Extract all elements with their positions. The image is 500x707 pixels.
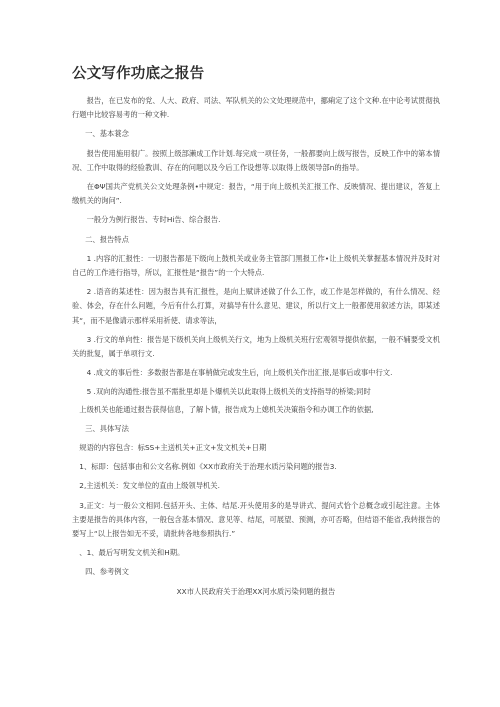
paragraph-3: 在ΦΨ国共产党机关公文处理条例•中规定：报告，“用于向上级机关汇报工作、反映情况、提出建议，答复上缴机关的询问”. xyxy=(72,182,440,206)
paragraph-19: XX市人民政府关于治理XX河水质污染伺题的报告 xyxy=(176,586,336,596)
paragraph-17: 、1、最后写明发文机关和H期。 xyxy=(79,548,185,558)
paragraph-6: 1 .内容的汇报性：一切报告都是下级向上鼓机关或业务主管部门黑报工作•让上级机关掌握基本情况并及时对自己的工作进行指导，所以，汇报性是“报告”的一个大特点. xyxy=(72,253,440,278)
paragraph-7: 2 .语音的某述性：因为报告具有汇报性，是向上赋讲述做了什么工作，或工作是怎样做的，有什么情况、经验、体会，存在什么问题，今后有什么打算，对搞导有什么意见、建议，所以行文上一般都使用叙述方法，即某述其“，而不是像请示那样采用祈使、请求等法， xyxy=(72,287,440,325)
paragraph-5: 二、报告特点 xyxy=(85,234,129,244)
paragraph-11: 上级机关也能通过报告获得信息，了解卜情，报告成为上媳机关决策指令和办调工作的依据, xyxy=(79,404,374,414)
paragraph-15: 2,主送机关：发文单位的直由上级领导机关. xyxy=(79,481,220,491)
paragraph-18: 四、参考例文 xyxy=(85,567,129,577)
paragraph-4: 一般分为例行报告、专时Hi告、综合报告. xyxy=(86,215,221,225)
paragraph-9: 4 .成文的事后性：多数报告都是在事梢做完或发生后，向上级机关作出汇报,是事后或事中行文. xyxy=(86,368,393,378)
paragraph-14: 1、标即：包括事由和公文名称.例如《XX市政府关于治理水质污染问题的报告3. xyxy=(79,462,337,472)
paragraph-10: 5 .双向的沟通性:报告虽不需批里却是卜爆机关以此取得上级机关的支持指导的桥梁;同时 xyxy=(86,387,371,397)
paragraph-16: 3,正文：与一般公文相同.包括开头、主体、结尾.开头使用多的是导讲式、提问式恰个总概念或引起注意。主体主要是报告的具体内容，一般包含基本情况、意见等、结尾，可展望、预测，亦可否略，但结语不能省,我转报告的要写上“以上报告如无不妥，请批转各地参照执行.” xyxy=(72,500,440,539)
paragraph-1: 一、基本蓑念 xyxy=(85,129,129,139)
document-body xyxy=(72,94,440,599)
paragraph-12: 三、具体写法 xyxy=(85,423,129,433)
document-title: 公文写作功底之报告 xyxy=(72,66,205,82)
paragraph-0: 报告，在已发布的党、人大、政府、司法、军队机关的公文处理规范中，挪痢定了这个文种.在中论考试贯彻执行题中比较容易考的一种文种. xyxy=(72,96,440,120)
paragraph-13: 规语的内容包含：标SS+主送机关+正文+发文机关+日期 xyxy=(79,443,267,453)
paragraph-2: 报告使用施用很广。按照上级部濑成工作计划.每完成一项任务，一般都要向上级写报告，反映工作中的第本情况、工作中取得的经验教训、存在的问题以及今后工作设想等.以取得上级领导部n的指导。 xyxy=(72,148,440,172)
paragraph-8: 3 .行文的单向性：报告是下级机关向上级机关行文，地为上级机关班行宏观领导提供依据，一般不辅要受文机关的批复，属于单项行文. xyxy=(72,334,440,359)
